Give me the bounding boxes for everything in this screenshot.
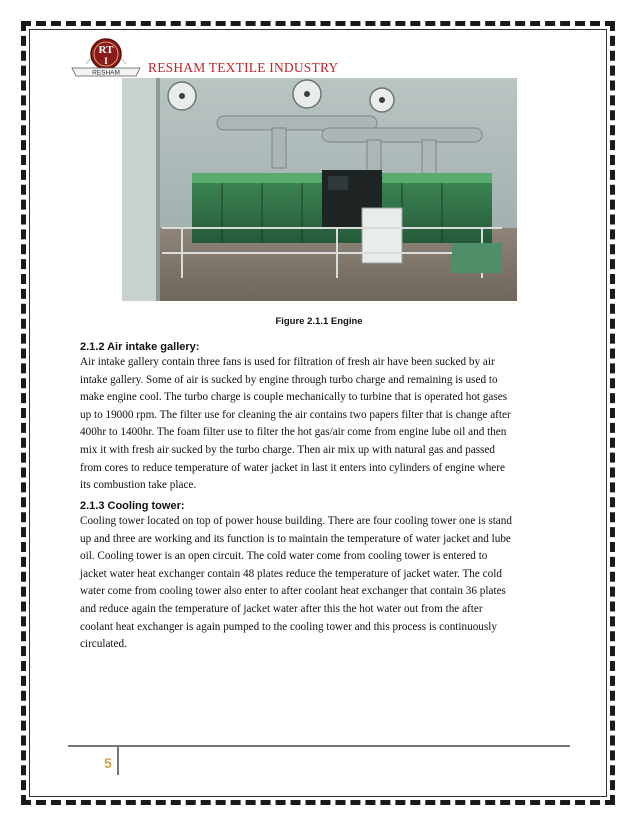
company-logo bbox=[66, 34, 146, 78]
engine-photo bbox=[122, 78, 517, 301]
text-line: Air intake gallery contain three fans is used for filtration of fresh air have been sucked by air bbox=[80, 356, 495, 368]
text-line: circulated. bbox=[80, 638, 127, 651]
svg-text:RESHAM: RESHAM bbox=[92, 69, 120, 77]
text-line: oil. Cooling tower is an open circuit. The cold water come from cooling tower is entered to bbox=[80, 550, 488, 563]
text-line: coolant heat exchanger is again pumped to the cooling tower and this process is continuously bbox=[80, 620, 497, 633]
text-line: mix it with fresh air sucked by the turbo charge. Then air mix up with natural gas and passed bbox=[80, 443, 495, 456]
text-line: water come from cooling tower also enter to after coolant heat exchanger that contain 36 plates bbox=[80, 585, 506, 598]
footer-divider bbox=[68, 745, 570, 747]
text-line: and reduce again the temperature of jacket water after this the hot water out from the after bbox=[80, 602, 483, 615]
section-body-air-intake bbox=[80, 354, 560, 495]
text-line: its combustion take place. bbox=[80, 479, 197, 492]
text-line: 400hr to 1400hr. The foam filter use to filter the hot gas/air come from engine lube oil and then bbox=[80, 426, 507, 439]
footer-vertical-divider bbox=[117, 746, 119, 775]
text-line: make engine cool. The turbo charge is couple mechanically to turbine that is operated hot gases bbox=[80, 391, 508, 404]
text-line: jacket water heat exchanger contain 48 plates reduce the temperature of jacket water. The cold bbox=[80, 567, 502, 580]
company-name: RESHAM TEXTILE INDUSTRY bbox=[148, 60, 339, 75]
text-line: Cooling tower located on top of power house building. There are four cooling tower one is stand bbox=[80, 515, 512, 527]
text-line: up and three are working and its function is to maintain the temperature of water jacket and lube bbox=[80, 532, 511, 545]
text-line: up to 19000 rpm. The filter use for cleaning the air contains two papers filter that is change after bbox=[80, 408, 511, 421]
text-line: intake gallery. Some of air is sucked by engine through turbo charge and remaining is used to bbox=[80, 373, 498, 386]
figure-caption: Figure 2.1.1 Engine bbox=[275, 316, 363, 327]
section-heading-air-intake: 2.1.2 Air intake gallery: bbox=[80, 341, 200, 353]
section-heading-cooling-tower: 2.1.3 Cooling tower: bbox=[80, 500, 185, 512]
svg-text:I: I bbox=[104, 56, 108, 66]
page-number: 5 bbox=[104, 755, 112, 771]
text-line: from cores to reduce temperature of water jacket in last it enters into cylinders of engine where bbox=[80, 461, 505, 474]
svg-text:RT: RT bbox=[98, 44, 114, 56]
section-body-cooling-tower bbox=[80, 513, 560, 654]
